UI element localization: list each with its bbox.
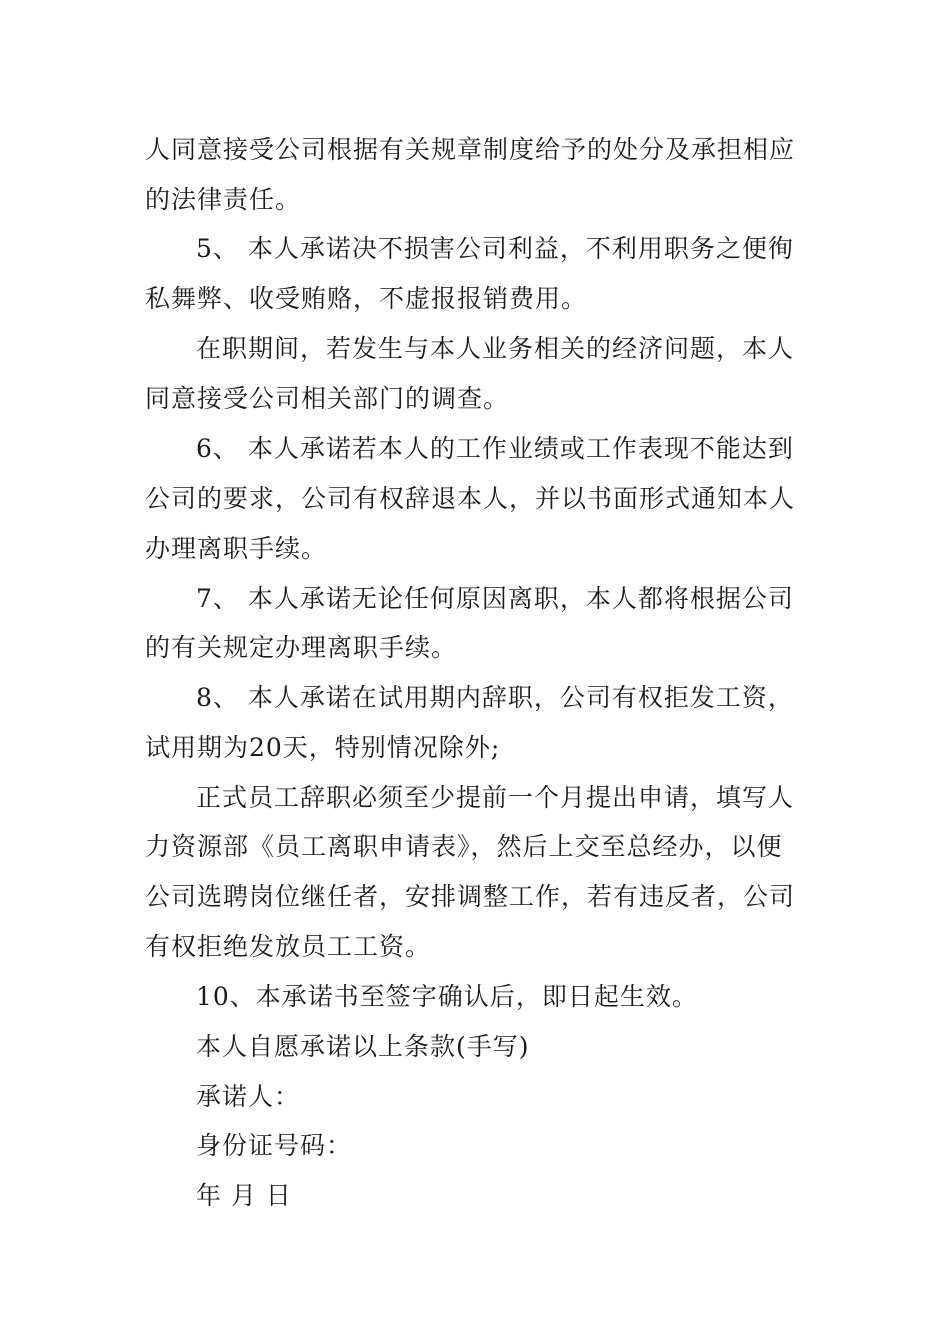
text-line: 正式员工辞职必须至少提前一个月提出申请，填写人 [196,783,795,812]
date-label: 年 月 日 [196,1181,292,1210]
text-line: 7、 本人承诺无论任何原因离职，本人都将根据公司 [196,584,794,613]
text-line: 公司选聘岗位继任者，安排调整工作，若有违反者，公司 [145,882,796,911]
text-line: 6、 本人承诺若本人的工作业绩或工作表现不能达到 [196,434,794,463]
text-line: 有权拒绝发放员工工资。 [145,932,432,961]
text-line: 人同意接受公司根据有关规章制度给予的处分及承担相应 [145,135,796,164]
text-line: 试用期为20天，特别情况除外; [145,733,501,762]
text-line: 办理离职手续。 [145,534,328,563]
text-line: 8、 本人承诺在试用期内辞职，公司有权拒发工资， [196,683,794,712]
text-line: 在职期间，若发生与本人业务相关的经济问题，本人 [196,334,795,363]
text-line: 私舞弊、收受贿赂，不虚报报销费用。 [145,284,588,313]
text-line: 力资源部《员工离职申请表》，然后上交至总经办，以便 [145,832,783,861]
text-line: 10、本承诺书至签字确认后，即日起生效。 [196,982,698,1011]
signer-label: 承诺人： [196,1082,301,1111]
id-number-label: 身份证号码： [196,1131,353,1160]
text-line: 本人自愿承诺以上条款(手写) [196,1032,530,1061]
text-line: 公司的要求，公司有权辞退本人，并以书面形式通知本人 [145,484,796,513]
text-line: 的法律责任。 [145,185,302,214]
text-line: 5、 本人承诺决不损害公司利益，不利用职务之便徇 [196,234,794,263]
text-line: 的有关规定办理离职手续。 [145,633,458,662]
text-line: 同意接受公司相关部门的调查。 [145,384,510,413]
